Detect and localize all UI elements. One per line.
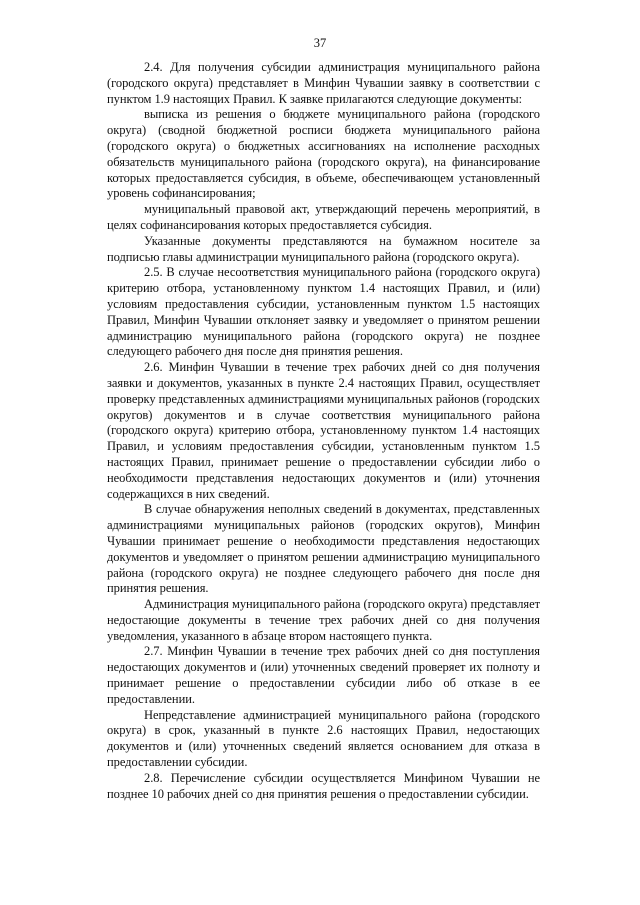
paragraph-2-6: 2.6. Минфин Чувашии в течение трех рабочих дней со дня получения заявки и документов, указанных в пункте 2.4 настоящих Правил, осуществляет проверку представленных администрациями муниципальных районов (городских округов) документов и в случае соответствия муниципального района (городского округа) критерию отбора, установленному пунктом 1.4 настоящих Правил, и условиям предоставления субсидии, установленным пунктом 1.5 настоящих Правил, принимает решение о предоставлении субсидии либо о необходимости представления недостающих документов и (или) уточнения содержащихся в них сведений. [107,360,540,501]
page-number: 37 [313,36,327,50]
paragraph-missing-docs: Администрация муниципального района (городского округа) представляет недостающие документы в течение трех рабочих дней со дня получения уведомления, указанного в абзаце втором настоящего пункта. [107,597,540,643]
paragraph-non-submission: Непредставление администрацией муниципального района (городского округа) в срок, указанный в пункте 2.6 настоящих Правил, недостающих документов и (или) уточненных сведений является основанием для отказа в предоставлении субсидии. [107,707,540,770]
paragraph-2-4: 2.4. Для получения субсидии администрация муниципального района (городского округа) представляет в Минфин Чувашии заявку в соответствии с пунктом 1.9 настоящих Правил. К заявке прилагаются следующие документы: [107,60,540,106]
paragraph-2-7: 2.7. Минфин Чувашии в течение трех рабочих дней со дня поступления недостающих документов и (или) уточненных сведений проверяет их полноту и принимает решение о предоставлении субсидии либо об отказе в ее предоставлении. [107,644,540,706]
paragraph-documents-paper: Указанные документы представляются на бумажном носителе за подписью главы администрации муниципального района (городского округа). [107,233,540,264]
paragraph-municipal-act: муниципальный правовой акт, утверждающий перечень мероприятий, в целях софинансирования которых предоставляется субсидия. [107,202,540,232]
paragraph-budget-extract: выписка из решения о бюджете муниципального района (городского округа) (сводной бюджетной росписи бюджета муниципального района (городского округа) о бюджетных ассигнованиях на исполнение расходных обязательств муниципального района (городского округа), на финансирование которых предоставляется субсидия, в объеме, обеспечивающем установленный уровень софинансирования; [107,107,540,201]
document-body [107,60,540,802]
paragraph-incomplete-info: В случае обнаружения неполных сведений в документах, представленных администрациями муниципальных районов (городских округов), Минфин Чувашии принимает решение о необходимости представления недостающих документов и уведомляет о принятом решении администрацию муниципального района (городского округа) не позднее следующего рабочего дня после дня принятия решения. [107,502,540,596]
paragraph-2-8: 2.8. Перечисление субсидии осуществляется Минфином Чувашии не позднее 10 рабочих дней со дня принятия решения о предоставлении субсидии. [107,770,540,801]
paragraph-2-5: 2.5. В случае несоответствия муниципального района (городского округа) критерию отбора, установленному пунктом 1.4 настоящих Правил, и (или) условиям предоставления субсидии, установленным пунктом 1.5 настоящих Правил, Минфин Чувашии отклоняет заявку и уведомляет о принятом решении администрацию муниципального района (городского округа) не позднее следующего рабочего дня после дня принятия решения. [107,265,540,359]
